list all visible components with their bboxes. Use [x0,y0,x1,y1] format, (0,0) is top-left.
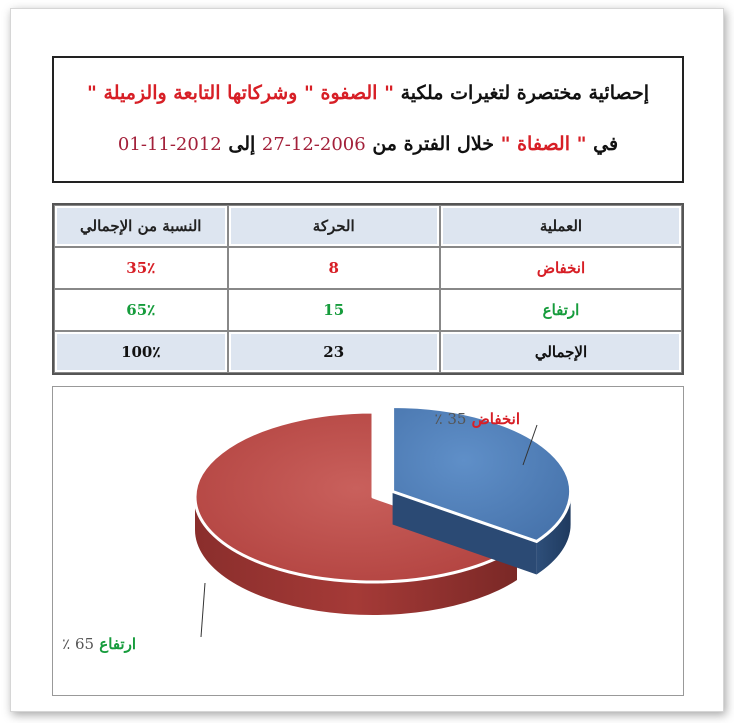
row-increase-pct: 65٪ [54,289,228,331]
table-row [54,247,682,289]
pie-chart [53,387,683,695]
date-from: 2006-12-27 [261,134,366,155]
row-total-label: الإجمالي [440,331,682,373]
pie-label-0 [435,410,520,428]
title-box [52,56,684,183]
title-line-1: إحصائية مختصرة لتغيرات ملكية " الصفوة " وشركاتها التابعة والزميلة " [87,82,649,104]
row-increase-count: 15 [228,289,440,331]
leader-line-1 [201,583,205,637]
row-decrease-pct: 35٪ [54,247,228,289]
row-total-count: 23 [228,331,440,373]
table-header-row [54,205,682,247]
pie-chart-box [52,386,684,696]
date-to: 2012-11-01 [117,134,222,155]
pie-label-name-1: ارتفاع [94,635,136,653]
title-line-2: في " الصفاة " خلال الفترة من 2006-12-27 إلى 2012-11-01 [117,133,619,155]
pie-label-pct-0: 35 ٪ [434,410,467,428]
stats-table [52,203,684,375]
pie-label-name-0: انخفاض [466,410,520,428]
header-operation: العملية [440,205,682,247]
company-name: الصفوة [320,82,378,104]
row-decrease-label: انخفاض [440,247,682,289]
company-name-2: الصفاة [517,133,570,155]
row-increase-label: ارتفاع [440,289,682,331]
table-row [54,289,682,331]
pie-label-1 [62,635,136,653]
row-decrease-count: 8 [228,247,440,289]
header-percentage: النسبة من الإجمالي [54,205,228,247]
row-total-pct: 100٪ [54,331,228,373]
table-row-total [54,331,682,373]
pie-label-pct-1: 65 ٪ [62,635,95,653]
header-movement: الحركة [228,205,440,247]
